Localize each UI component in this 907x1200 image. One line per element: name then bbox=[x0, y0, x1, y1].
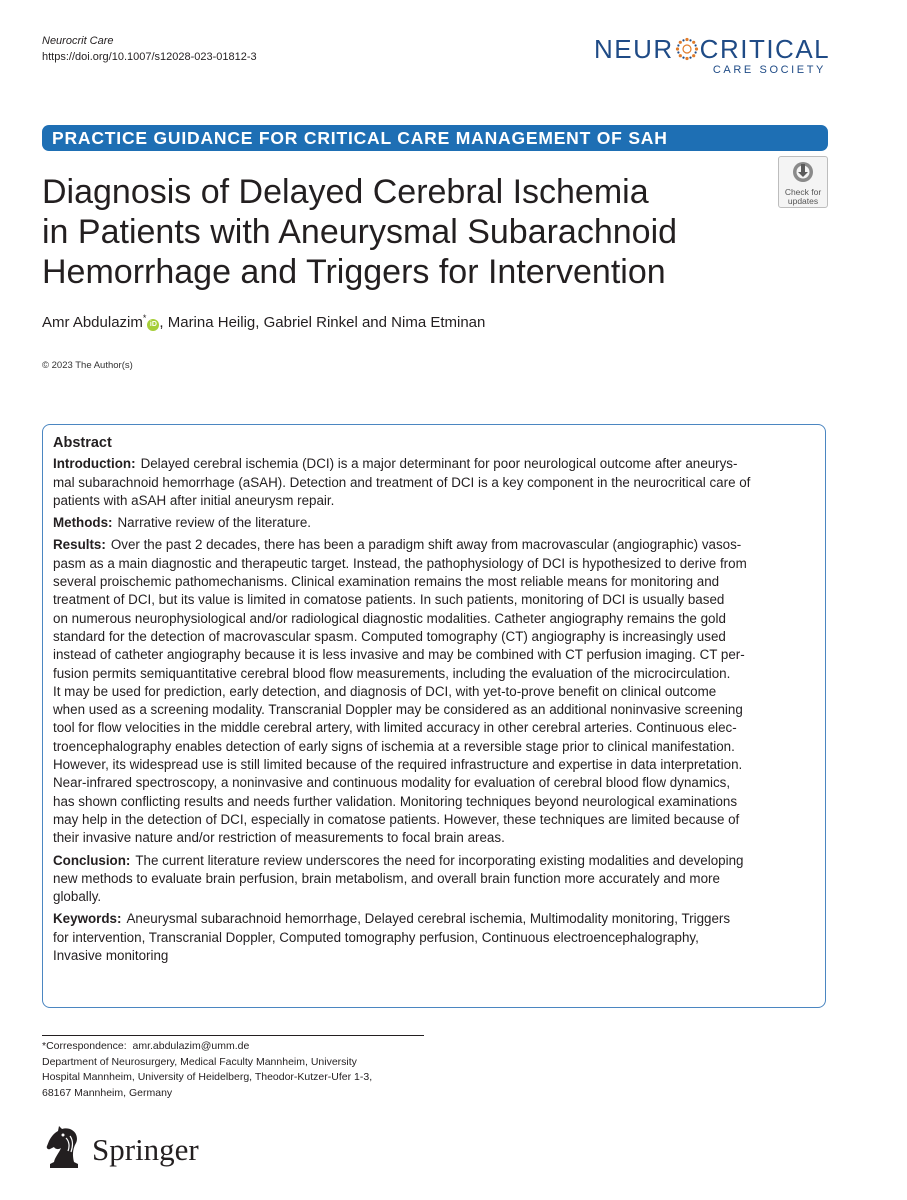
affiliation-line: Department of Neurosurgery, Medical Faculty Mannheim, University bbox=[42, 1055, 357, 1068]
abstract-line: Delayed cerebral ischemia (DCI) is a major determinant for poor neurological outcome after aneurys- bbox=[140, 456, 738, 472]
abstract-line: Over the past 2 decades, there has been a paradigm shift away from macrovascular (angiographic) vasos- bbox=[110, 537, 742, 553]
abstract-line: standard for the detection of macrovascular spasm. Computed tomography (CT) angiography is increasingly used bbox=[53, 628, 726, 644]
title-line: Diagnosis of Delayed Cerebral Ischemia bbox=[42, 173, 649, 211]
copyright-line: © 2023 The Author(s) bbox=[42, 360, 133, 371]
doi-link[interactable]: https://doi.org/10.1007/s12028-023-01812-3 bbox=[42, 51, 257, 63]
abstract-line: However, its widespread use is still limited because of the required infrastructure and expertise in data interpretation. bbox=[53, 757, 743, 773]
abstract-line: patients with aSAH after initial aneurysm repair. bbox=[53, 492, 335, 508]
abstract-line: new methods to evaluate brain perfusion, brain metabolism, and overall brain function more accurately and more bbox=[53, 870, 720, 886]
abstract-line: globally. bbox=[53, 889, 102, 905]
abstract-line: has shown conflicting results and needs further validation. Monitoring techniques beyond neurological examinations bbox=[53, 793, 738, 809]
society-logo bbox=[594, 34, 831, 79]
logo-text-left: NEUR bbox=[594, 34, 674, 64]
neuron-ring-icon bbox=[675, 37, 699, 61]
affiliation-line: 68167 Mannheim, Germany bbox=[42, 1086, 173, 1099]
abstract-line: It may be used for prediction, early detection, and diagnosis of DCI, with yet-to-prove benefit on clinical outcome bbox=[53, 683, 717, 699]
abstract-line: Invasive monitoring bbox=[53, 948, 169, 964]
abstract-line: troencephalography enables detection of early signs of ischemia at a reversible stage prior to clinical manifestation. bbox=[53, 738, 735, 754]
logo-subtitle: CARE SOCIETY bbox=[712, 64, 826, 76]
abstract-box bbox=[42, 424, 826, 1008]
abstract-line: tool for flow velocities in the middle cerebral artery, with limited accuracy in other cerebral arteries. Continuous elec- bbox=[53, 720, 737, 736]
check-for-updates-badge[interactable] bbox=[778, 156, 828, 208]
abstract-line: for intervention, Transcranial Doppler, Computed tomography perfusion, Continuous electroencephalography, bbox=[53, 929, 699, 945]
abstract-section-label: Keywords: bbox=[53, 911, 122, 927]
abstract-line: treatment of DCI, but its value is limited in comatose patients. In such patients, monitoring of DCI is usually based bbox=[53, 592, 725, 608]
correspondence-email[interactable]: amr.abdulazim@umm.de bbox=[132, 1040, 250, 1052]
abstract-heading: Abstract bbox=[53, 435, 112, 451]
abstract-line: pasm as a main diagnostic and therapeutic target. Instead, the pathophysiology of DCI is hypothesized to derive from bbox=[53, 555, 747, 571]
correspondence-footnote bbox=[42, 1039, 372, 1101]
abstract-line: Aneurysmal subarachnoid hemorrhage, Delayed cerebral ischemia, Multimodality monitoring, Triggers bbox=[126, 911, 731, 927]
section-banner: PRACTICE GUIDANCE FOR CRITICAL CARE MANAGEMENT OF SAH bbox=[42, 125, 828, 151]
affiliation-line: Hospital Mannheim, University of Heidelberg, Theodor-Kutzer-Ufer 1-3, bbox=[42, 1071, 373, 1083]
abstract-line: when used as a screening modality. Transcranial Doppler may be considered as an additional noninvasive screening bbox=[53, 702, 743, 718]
abstract-line: on numerous neurophysiological and/or radiological diagnostic modalities. Catheter angiography remains the gold bbox=[53, 610, 726, 626]
title-line: Hemorrhage and Triggers for Intervention bbox=[42, 253, 666, 291]
abstract-section bbox=[53, 910, 815, 965]
abstract-line: instead of catheter angiography because it is less invasive and may be combined with CT perfusion imaging. CT per- bbox=[53, 647, 745, 663]
abstract-section-label: Results: bbox=[53, 537, 106, 553]
abstract-section-label: Methods: bbox=[53, 515, 113, 531]
abstract-line: The current literature review underscores the need for incorporating existing modalities and developing bbox=[135, 852, 744, 868]
abstract-line: mal subarachnoid hemorrhage (aSAH). Detection and treatment of DCI is a key component in the neurocritical care of bbox=[53, 474, 751, 490]
abstract-line: fusion permits semiquantitative cerebral blood flow measurements, including the evaluation of the microcirculation. bbox=[53, 665, 731, 681]
title-line: in Patients with Aneurysmal Subarachnoid bbox=[42, 213, 678, 251]
abstract-section bbox=[53, 536, 815, 847]
logo-text-right: CRITICAL bbox=[699, 34, 831, 64]
author-list bbox=[42, 313, 485, 331]
publisher-logo bbox=[42, 1124, 232, 1172]
crossmark-icon bbox=[792, 161, 814, 183]
author-others: , Marina Heilig, Gabriel Rinkel and Nima Etminan bbox=[159, 314, 486, 331]
abstract-line: Near-infrared spectroscopy, a noninvasive and continuous modality for evaluation of cerebral blood flow dynamics, bbox=[53, 775, 731, 791]
check-for-updates-line2: updates bbox=[787, 196, 819, 206]
abstract-section bbox=[53, 852, 815, 907]
publisher-name: Springer bbox=[92, 1132, 199, 1167]
abstract-section bbox=[53, 455, 815, 510]
abstract-line: their invasive nature and/or restriction of measurements to focal brain areas. bbox=[53, 830, 505, 846]
abstract-line: Narrative review of the literature. bbox=[117, 515, 312, 531]
abstract-section bbox=[53, 514, 815, 532]
chess-knight-icon bbox=[42, 1124, 86, 1172]
journal-name: Neurocrit Care bbox=[42, 35, 114, 47]
correspondence-label: *Correspondence: bbox=[42, 1040, 127, 1052]
abstract-line: may help in the detection of DCI, especially in comatose patients. However, these techniques are limited because of bbox=[53, 811, 740, 827]
journal-header bbox=[42, 33, 257, 65]
corresponding-marker: * bbox=[142, 313, 147, 323]
abstract-sections bbox=[53, 455, 815, 965]
article-title bbox=[42, 172, 782, 292]
footnote-rule bbox=[42, 1035, 424, 1036]
abstract-section-label: Conclusion: bbox=[53, 852, 131, 868]
check-for-updates-line1: Check for bbox=[784, 187, 822, 197]
abstract-section-label: Introduction: bbox=[53, 456, 136, 472]
orcid-icon[interactable]: iD bbox=[147, 319, 159, 331]
abstract-line: several proischemic pathomechanisms. Clinical examination remains the most reliable means for monitoring and bbox=[53, 574, 720, 590]
author-first[interactable]: Amr Abdulazim bbox=[42, 314, 143, 331]
